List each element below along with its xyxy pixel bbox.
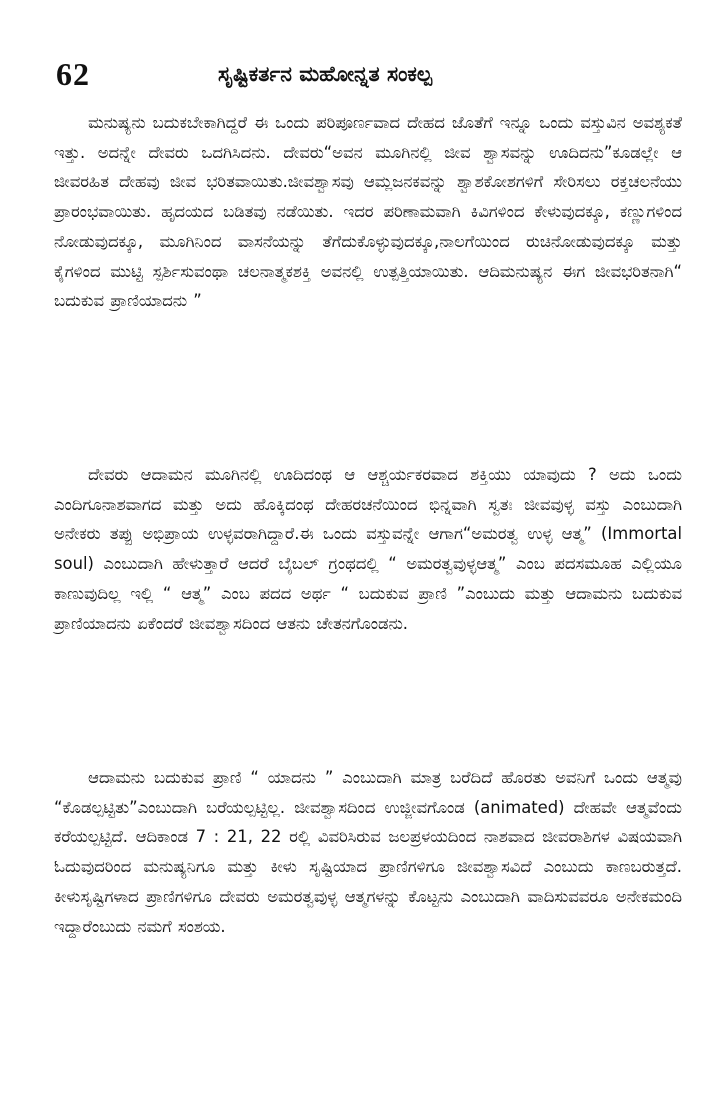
body-text xyxy=(54,108,682,1063)
paragraph-2: ದೇವರು ಆದಾಮನ ಮೂಗಿನಲ್ಲಿ ಊದಿದಂಥ ಆ ಆಶ್ಚರ್ಯಕರವಾದ ಶಕ್ತಿಯು ಯಾವುದು ? ಅದು ಒಂದು ಎಂದಿಗೂನಾಶವಾಗದ ಮತ್ತು ಅದು ಹೊಕ್ಕಿದಂಥ ದೇಹರಚನೆಯಿಂದ ಭಿನ್ನವಾಗಿ ಸ್ವತಃ ಜೀವವುಳ್ಳ ವಸ್ತು ಎಂಬುದಾಗಿ ಅನೇಕರು ತಪ್ಪು ಅಭಿಪ್ರಾಯ ಉಳ್ಳವರಾಗಿದ್ದಾರೆ.ಈ ಒಂದು ವಸ್ತುವನ್ನೇ ಆಗಾಗ“ಅಮರತ್ವ ಉಳ್ಳ ಆತ್ಮ” (Immortal soul) ಎಂಬುದಾಗಿ ಹೇಳುತ್ತಾರೆ ಆದರೆ ಬೈಬಲ್ ಗ್ರಂಥದಲ್ಲಿ “ ಅಮರತ್ವವುಳ್ಳಆತ್ಮ” ಎಂಬ ಪದಸಮೂಹ ಎಲ್ಲಿಯೂ ಕಾಣುವುದಿಲ್ಲ ಇಲ್ಲಿ “ ಆತ್ಮ” ಎಂಬ ಪದದ ಅರ್ಥ “ ಬದುಕುವ ಪ್ರಾಣಿ ”ಎಂಬುದು ಮತ್ತು ಆದಾಮನು ಬದುಕುವ ಪ್ರಾಣಿಯಾದನು ಏಕೆಂದರೆ ಜೀವಶ್ವಾಸದಿಂದ ಆತನು ಚೇತನಗೊಂಡನು. xyxy=(54,465,682,633)
paragraph-spacer xyxy=(54,745,682,763)
page-number: 62 xyxy=(56,56,90,92)
paragraph-1: ಮನುಷ್ಯನು ಬದುಕಬೇಕಾಗಿದ್ದರೆ ಈ ಒಂದು ಪರಿಪೂರ್ಣವಾದ ದೇಹದ ಜೊತೆಗೆ ಇನ್ನೂ ಒಂದು ವಸ್ತುವಿನ ಅವಶ್ಯಕತೆ ಇತ್ತು. ಅದನ್ನೇ ದೇವರು ಒದಗಿಸಿದನು. ದೇವರು“ಅವನ ಮೂಗಿನಲ್ಲಿ ಜೀವ ಶ್ವಾಸವನ್ನು ಊದಿದನು”ಕೂಡಲ್ಲೇ ಆ ಜೀವರಹಿತ ದೇಹವು ಜೀವ ಭರಿತವಾಯಿತು.ಜೀವಶ್ವಾಸವು ಆಮ್ಲಜನಕವನ್ನು ಶ್ವಾಶಕೋಶಗಳಿಗೆ ಸೇರಿಸಲು ರಕ್ತಚಲನೆಯು ಪ್ರಾರಂಭವಾಯಿತು. ಹೃದಯದ ಬಡಿತವು ನಡೆಯಿತು. ಇದರ ಪರಿಣಾಮವಾಗಿ ಕಿವಿಗಳಿಂದ ಕೇಳುವುದಕ್ಕೂ, ಕಣ್ಣುಗಳಿಂದ ನೋಡುವುದಕ್ಕೂ, ಮೂಗಿನಿಂದ ವಾಸನೆಯನ್ನು ತೆಗೆದುಕೊಳ್ಳುವುದಕ್ಕೂ,ನಾಲಗೆಯಿಂದ ರುಚಿನೋಡುವುದಕ್ಕೂ ಮತ್ತು ಕೈಗಳಿಂದ ಮುಟ್ಟಿ ಸ್ಪರ್ಶಿಸುವಂಥಾ ಚಲನಾತ್ಮಕಶಕ್ತಿ ಅವನಲ್ಲಿ ಉತ್ಪತ್ತಿಯಾಯಿತು. ಆದಿಮನುಷ್ಯನ ಈಗ ಜೀವಭರಿತನಾಗಿ“ ಬದುಕುವ ಪ್ರಾಣಿಯಾದನು ” xyxy=(54,113,682,311)
running-title: ಸೃಷ್ಟಿಕರ್ತನ ಮಹೋನ್ನತ ಸಂಕಲ್ಪ xyxy=(218,62,433,86)
paragraph-3: ಆದಾಮನು ಬದುಕುವ ಪ್ರಾಣಿ “ ಯಾದನು ” ಎಂಬುದಾಗಿ ಮಾತ್ರ ಬರೆದಿದೆ ಹೊರತು ಅವನಿಗೆ ಒಂದು ಆತ್ಮವು “ಕೊಡಲ್ಪಟ್ಟಿತು”ಎಂಬುದಾಗಿ ಬರೆಯಲ್ಪಟ್ಟಿಲ್ಲ. ಜೀವಶ್ವಾಸದಿಂದ ಉಜ್ಜೀವಗೊಂಡ (animated) ದೇಹವೇ ಆತ್ಮವೆಂದು ಕರೆಯಲ್ಪಟ್ಟಿದೆ. ಆದಿಕಾಂಡ 7 : 21, 22 ರಲ್ಲಿ ವಿವರಿಸಿರುವ ಜಲಪ್ರಳಯದಿಂದ ನಾಶವಾದ ಜೀವರಾಶಿಗಳ ವಿಷಯವಾಗಿ ಓದುವುದರಿಂದ ಮನುಷ್ಯನಿಗೂ ಮತ್ತು ಕೀಳು ಸೃಷ್ಟಿಯಾದ ಪ್ರಾಣಿಗಳಿಗೂ ಜೀವಶ್ವಾಸವಿದೆ ಎಂಬುದು ಕಾಣಬರುತ್ತದೆ. ಕೀಳುಸೃಷ್ಟಿಗಳಾದ ಪ್ರಾಣಿಗಳಿಗೂ ದೇವರು ಅಮರತ್ವವುಳ್ಳ ಆತ್ಮಗಳನ್ನು ಕೊಟ್ಟನು ಎಂಬುದಾಗಿ ವಾದಿಸುವವರೂ ಅನೇಕಮಂದಿ ಇದ್ದಾರೆಂಬುದು ನಮಗೆ ಸಂಶಯ. xyxy=(54,768,682,936)
page-header xyxy=(56,52,676,96)
